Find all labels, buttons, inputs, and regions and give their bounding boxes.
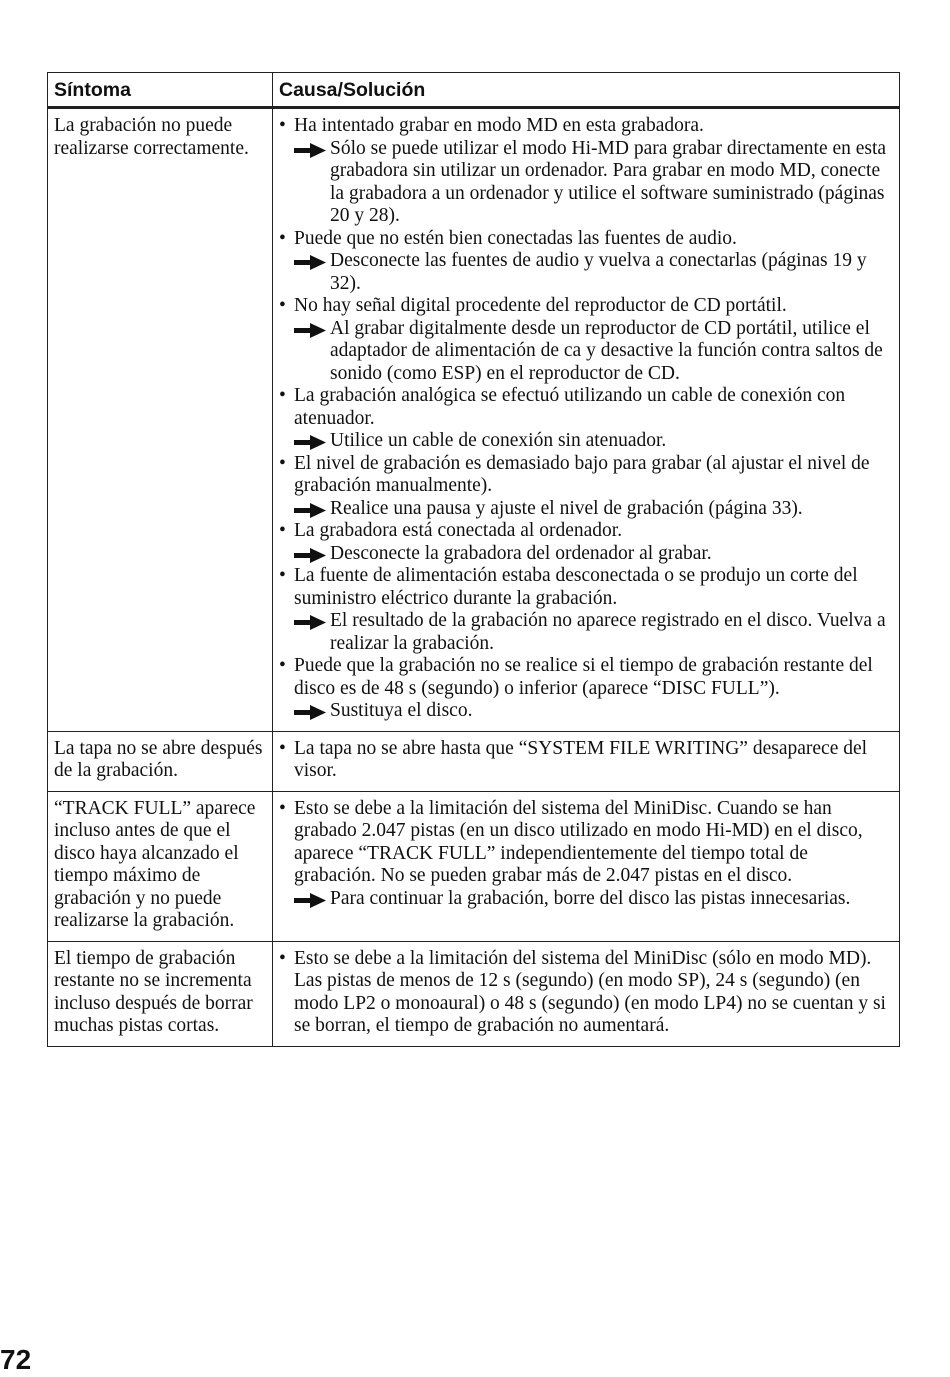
solution-arrow-icon xyxy=(294,142,326,157)
cause-item xyxy=(279,738,893,783)
table-row xyxy=(48,791,900,941)
cause-solution-cell xyxy=(273,791,900,941)
cause-solution-cell xyxy=(273,731,900,791)
cause-text: La grabadora está conectada al ordenador. xyxy=(294,520,623,541)
bullet-icon: • xyxy=(279,452,286,474)
solution-item xyxy=(279,888,893,911)
cause-text: Esto se debe a la limitación del sistema del MiniDisc (sólo en modo MD). Las pistas de menos de 12 s (segundo) (en modo SP), 24 s (segundo) (en modo LP2 o monoaural) o 48 s (segundo) (en modo LP4) no se cuentan y si se borran, el tiempo de grabación no aumentará. xyxy=(294,947,886,1036)
solution-item xyxy=(279,318,893,386)
cause-text: La grabación analógica se efectuó utilizando un cable de conexión con atenuador. xyxy=(294,385,846,429)
cause-text: La fuente de alimentación estaba desconectada o se produjo un corte del suministro eléctrico durante la grabación. xyxy=(294,565,858,609)
solution-item xyxy=(279,543,893,566)
symptom-cell: La tapa no se abre después de la grabación. xyxy=(48,731,273,791)
solution-arrow-icon xyxy=(294,502,326,517)
cause-text: La tapa no se abre hasta que “SYSTEM FILE WRITING” desaparece del visor. xyxy=(294,737,868,781)
solution-text: Sólo se puede utilizar el modo Hi-MD para grabar directamente en esta grabadora sin utilizar un ordenador. Para grabar en modo MD, conecte la grabadora a un ordenador y utilice el software suministrado (páginas 20 y 28). xyxy=(330,137,887,226)
bullet-icon: • xyxy=(279,737,286,759)
solution-text: Para continuar la grabación, borre del disco las pistas innecesarias. xyxy=(330,887,851,909)
cause-text: No hay señal digital procedente del reproductor de CD portátil. xyxy=(294,295,787,316)
bullet-icon: • xyxy=(279,797,286,819)
solution-item xyxy=(279,700,893,723)
solution-text: Desconecte la grabadora del ordenador al grabar. xyxy=(330,542,712,564)
page-number: 72 xyxy=(0,1344,32,1375)
solution-text: El resultado de la grabación no aparece registrado en el disco. Vuelva a realizar la grabación. xyxy=(330,610,886,654)
table-row xyxy=(48,731,900,791)
solution-text: Desconecte las fuentes de audio y vuelva a conectarlas (páginas 19 y 32). xyxy=(330,250,867,294)
cause-item xyxy=(279,520,893,543)
symptom-cell: El tiempo de grabación restante no se incrementa incluso después de borrar muchas pistas cortas. xyxy=(48,941,273,1046)
cause-item xyxy=(279,295,893,318)
cause-item xyxy=(279,228,893,251)
column-header-cause-solution: Causa/Solución xyxy=(273,73,900,108)
solution-arrow-icon xyxy=(294,892,326,907)
bullet-icon: • xyxy=(279,115,286,136)
symptom-cell: La grabación no puede realizarse correctamente. xyxy=(48,108,273,732)
cause-item xyxy=(279,385,893,430)
table-body xyxy=(48,108,900,1047)
solution-item xyxy=(279,250,893,295)
solution-arrow-icon xyxy=(294,322,326,337)
cause-text: Esto se debe a la limitación del sistema del MiniDisc. Cuando se han grabado 2.047 pistas (en un disco utilizado en modo Hi-MD) en el disco, aparece “TRACK FULL” independientemente del tiempo total de grabación. No se pueden grabar más de 2.047 pistas en el disco. xyxy=(294,797,863,886)
bullet-icon: • xyxy=(279,565,286,586)
solution-item xyxy=(279,430,893,453)
cause-solution-cell xyxy=(273,108,900,732)
cause-item xyxy=(279,115,893,138)
solution-arrow-icon xyxy=(294,704,326,719)
bullet-icon: • xyxy=(279,520,286,541)
symptom-cell: “TRACK FULL” aparece incluso antes de que el disco haya alcanzado el tiempo máximo de grabación y no puede realizarse la grabación. xyxy=(48,791,273,941)
cause-item xyxy=(279,453,893,498)
cause-item xyxy=(279,565,893,610)
column-header-symptom: Síntoma xyxy=(48,73,273,108)
bullet-icon: • xyxy=(279,227,286,249)
bullet-icon: • xyxy=(279,655,286,676)
bullet-icon: • xyxy=(279,947,286,969)
cause-text: Ha intentado grabar en modo MD en esta grabadora. xyxy=(294,115,704,136)
cause-text: Puede que la grabación no se realice si el tiempo de grabación restante del disco es de 48 s (segundo) o inferior (aparece “DISC FULL”). xyxy=(294,655,873,699)
cause-item xyxy=(279,655,893,700)
table-header-row xyxy=(48,73,900,108)
solution-text: Realice una pausa y ajuste el nivel de grabación (página 33). xyxy=(330,497,803,519)
bullet-icon: • xyxy=(279,295,286,316)
solution-text: Utilice un cable de conexión sin atenuador. xyxy=(330,430,667,451)
solution-text: Al grabar digitalmente desde un reproductor de CD portátil, utilice el adaptador de alimentación de ca y desactive la función contra saltos de sonido (como ESP) en el reproductor de CD. xyxy=(330,317,883,384)
cause-text: El nivel de grabación es demasiado bajo para grabar (al ajustar el nivel de grabación manualmente). xyxy=(294,452,870,496)
solution-item xyxy=(279,610,893,655)
table-row xyxy=(48,941,900,1046)
solution-arrow-icon xyxy=(294,614,326,629)
bullet-icon: • xyxy=(279,385,286,406)
solution-item xyxy=(279,498,893,521)
cause-solution-cell xyxy=(273,941,900,1046)
cause-item xyxy=(279,798,893,888)
solution-arrow-icon xyxy=(294,254,326,269)
table-row xyxy=(48,108,900,732)
solution-arrow-icon xyxy=(294,547,326,562)
cause-item xyxy=(279,948,893,1038)
solution-text: Sustituya el disco. xyxy=(330,700,473,721)
cause-text: Puede que no estén bien conectadas las fuentes de audio. xyxy=(294,227,737,249)
troubleshooting-table xyxy=(47,72,900,1047)
solution-arrow-icon xyxy=(294,434,326,449)
solution-item xyxy=(279,138,893,228)
